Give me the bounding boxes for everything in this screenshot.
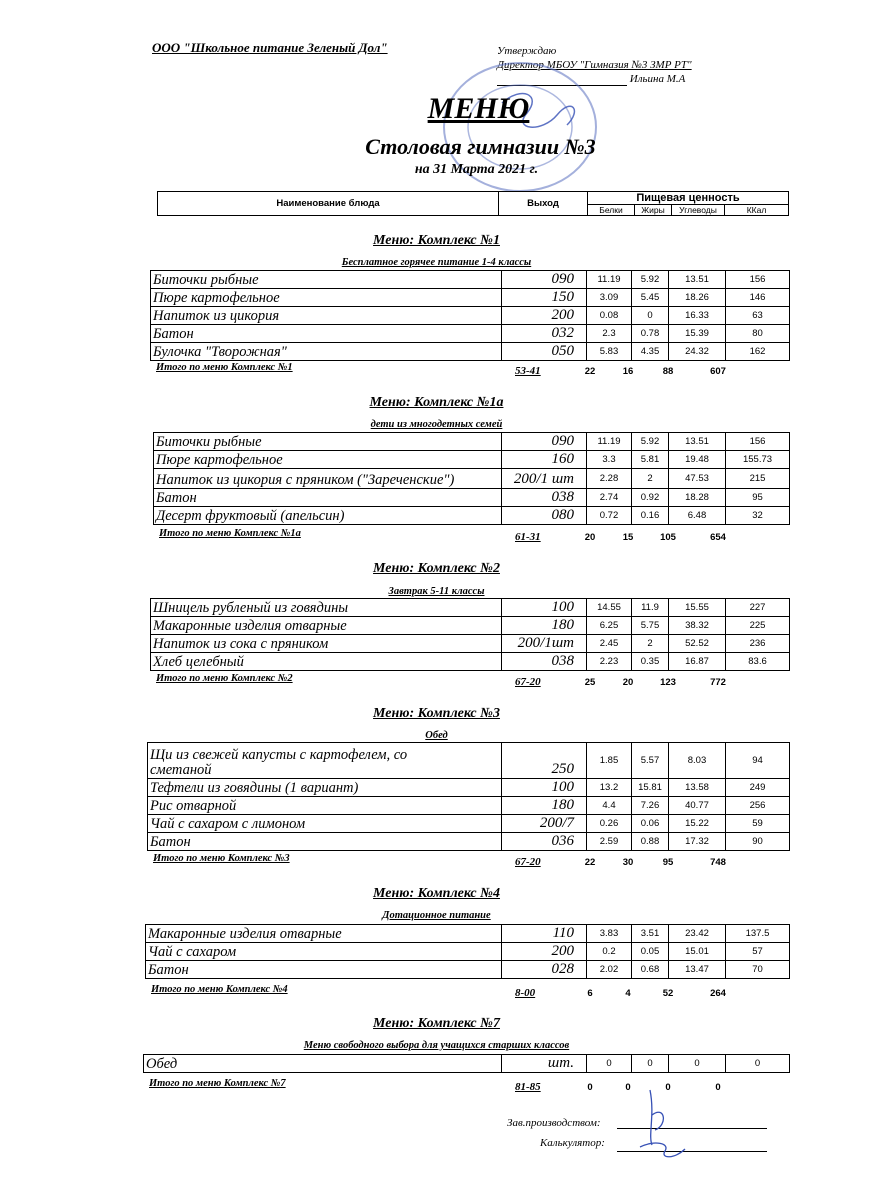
table-row [151,653,790,671]
table-row [148,797,790,815]
dish-name [148,797,502,815]
carbs-value: 40.77 [669,797,726,815]
table-row [154,469,790,489]
section-subtitle: Обед [425,730,448,741]
total-code: 61-31 [515,531,541,543]
dish-name-text: Батон [156,490,197,506]
section-subtitle: Бесплатное горячее питание 1-4 классы [341,257,532,268]
kcal-value: 225 [726,617,790,635]
total-kcal: 607 [710,366,726,377]
carbs-value: 13.51 [669,433,726,451]
fat-value: 2 [632,469,669,489]
dish-yield: 090 [502,271,587,289]
column-header-table [157,191,789,216]
dish-yield: 032 [502,325,587,343]
total-kcal: 654 [710,532,726,543]
menu-table [143,1054,790,1073]
dish-yield: 180 [502,797,587,815]
kcal-value: 94 [726,743,790,779]
dish-yield: 200/1шт [502,635,587,653]
menu-table [153,432,790,525]
protein-value: 0.2 [587,943,632,961]
total-label: Итого по меню Комплекс №3 [153,853,290,864]
total-fat: 4 [625,988,631,999]
dish-yield: 028 [502,961,587,979]
kcal-value: 227 [726,599,790,617]
kcal-value: 80 [726,325,790,343]
carbs-value: 15.22 [669,815,726,833]
dish-yield: 090 [502,433,587,451]
dish-name-text: Напиток из цикория с пряником ("Зареченские") [156,472,455,488]
page-title: МЕНЮ [427,92,530,125]
fat-value: 0.06 [632,815,669,833]
carbs-value: 16.33 [669,307,726,325]
total-carbs: 95 [662,857,674,868]
fat-value: 0.78 [632,325,669,343]
fat-value: 5.45 [632,289,669,307]
dish-name-text: Батон [148,962,189,978]
carbs-value: 38.32 [669,617,726,635]
section-title: Меню: Комплекс №7 [373,1016,500,1031]
table-row [151,599,790,617]
carbs-value: 18.28 [669,489,726,507]
protein-value: 14.55 [587,599,632,617]
dish-name [148,833,502,851]
header-kcal: ККал [725,205,789,216]
fat-value: 5.81 [632,451,669,469]
dish-yield: 110 [502,925,587,943]
carbs-value: 15.01 [669,943,726,961]
dish-name [146,961,502,979]
total-fat: 30 [622,857,634,868]
protein-value: 0.72 [587,507,632,525]
protein-value: 2.59 [587,833,632,851]
dish-yield: 100 [502,779,587,797]
dish-yield: 038 [502,489,587,507]
dish-name-text: Батон [153,326,194,342]
fat-value: 4.35 [632,343,669,361]
dish-yield: 160 [502,451,587,469]
table-row [148,833,790,851]
dish-name [151,599,502,617]
carbs-value: 17.32 [669,833,726,851]
dish-name-text: Батон [150,834,191,850]
dish-yield: 080 [502,507,587,525]
dish-name-text: Макаронные изделия отварные [153,618,347,634]
header-carbs: Углеводы [672,205,725,216]
section-title: Меню: Комплекс №4 [373,886,500,901]
table-row [154,451,790,469]
total-fat: 15 [622,532,634,543]
kcal-value: 236 [726,635,790,653]
table-row [154,433,790,451]
kcal-value: 57 [726,943,790,961]
table-row [151,635,790,653]
total-label: Итого по меню Комплекс №1а [159,528,301,539]
dish-name [148,779,502,797]
total-label: Итого по меню Комплекс №1 [156,362,293,373]
section-title: Меню: Комплекс №1 [373,233,500,248]
carbs-value: 24.32 [669,343,726,361]
header-protein: Белки [588,205,635,216]
kcal-value: 0 [726,1055,790,1073]
kcal-value: 32 [726,507,790,525]
kcal-value: 256 [726,797,790,815]
dish-name [154,489,502,507]
table-row [146,925,790,943]
fat-value: 5.57 [632,743,669,779]
protein-value: 1.85 [587,743,632,779]
dish-yield: 200 [502,943,587,961]
production-manager-label: Зав.производством: [507,1117,601,1129]
protein-value: 2.23 [587,653,632,671]
dish-name [151,307,502,325]
dish-yield: 180 [502,617,587,635]
carbs-value: 6.48 [669,507,726,525]
dish-name [146,925,502,943]
dish-name-text: Рис отварной [150,798,237,814]
total-kcal: 0 [715,1082,721,1093]
table-row [151,343,790,361]
fat-value: 0.05 [632,943,669,961]
total-code: 67-20 [515,856,541,868]
header-fat: Жиры [635,205,672,216]
fat-value: 3.51 [632,925,669,943]
handwritten-signatures [630,1085,690,1165]
carbs-value: 13.58 [669,779,726,797]
kcal-value: 95 [726,489,790,507]
kcal-value: 59 [726,815,790,833]
kcal-value: 83.6 [726,653,790,671]
dish-name [151,325,502,343]
dish-name-text: Напиток из цикория [153,308,280,324]
fat-value: 11.9 [632,599,669,617]
protein-value: 2.45 [587,635,632,653]
total-kcal: 748 [710,857,726,868]
total-carbs: 123 [660,677,676,688]
table-row [151,617,790,635]
section-subtitle: Меню свободного выбора для учащихся старших классов [303,1040,570,1051]
fat-value: 15.81 [632,779,669,797]
dish-name [144,1055,502,1073]
fat-value: 5.75 [632,617,669,635]
carbs-value: 0 [669,1055,726,1073]
kcal-value: 162 [726,343,790,361]
carbs-value: 16.87 [669,653,726,671]
dish-name [151,271,502,289]
total-kcal: 772 [710,677,726,688]
dish-name [151,289,502,307]
table-row [148,815,790,833]
protein-value: 11.19 [587,271,632,289]
dish-name [154,451,502,469]
protein-value: 5.83 [587,343,632,361]
total-code: 53-41 [515,365,541,377]
dish-name-text: Тефтели из говядины (1 вариант) [150,780,359,796]
dish-name-text: Десерт фруктовый (апельсин) [156,508,345,524]
table-row [146,943,790,961]
fat-value: 0.35 [632,653,669,671]
protein-value: 11.19 [587,433,632,451]
table-row [151,325,790,343]
protein-value: 2.02 [587,961,632,979]
kcal-value: 70 [726,961,790,979]
total-protein: 0 [587,1082,593,1093]
total-carbs: 88 [662,366,674,377]
carbs-value: 15.55 [669,599,726,617]
total-code: 8-00 [515,987,536,999]
fat-value: 0 [632,1055,669,1073]
dish-yield: 250 [502,743,587,779]
carbs-value: 52.52 [669,635,726,653]
dish-name [151,653,502,671]
kcal-value: 90 [726,833,790,851]
approval-line-1: Утверждаю [497,45,557,57]
kcal-value: 156 [726,271,790,289]
fat-value: 5.92 [632,433,669,451]
header-yield: Выход [499,192,588,216]
carbs-value: 13.47 [669,961,726,979]
total-carbs: 0 [665,1082,671,1093]
page-subtitle: Столовая гимназии №3 [365,134,596,159]
dish-name [146,943,502,961]
protein-value: 0.26 [587,815,632,833]
fat-value: 0.92 [632,489,669,507]
dish-name-text: Хлеб целебный [153,654,244,670]
kcal-value: 215 [726,469,790,489]
dish-name [148,743,502,779]
dish-yield: 050 [502,343,587,361]
total-protein: 22 [584,366,596,377]
menu-table [150,270,790,361]
section-title: Меню: Комплекс №1а [369,395,504,410]
header-nutrition: Пищевая ценность [588,192,789,205]
dish-name-text: Обед [146,1056,178,1072]
dish-yield: 038 [502,653,587,671]
header-dish-name: Наименование блюда [158,192,499,216]
official-stamp [432,55,602,205]
carbs-value: 47.53 [669,469,726,489]
total-protein: 22 [584,857,596,868]
total-fat: 20 [622,677,634,688]
kcal-value: 155.73 [726,451,790,469]
total-label: Итого по меню Комплекс №7 [149,1078,286,1089]
dish-name-text: Напиток из сока с пряником [153,636,329,652]
total-code: 81-85 [515,1081,541,1093]
carbs-value: 13.51 [669,271,726,289]
table-row [151,307,790,325]
protein-value: 4.4 [587,797,632,815]
total-kcal: 264 [710,988,726,999]
kcal-value: 249 [726,779,790,797]
protein-value: 3.3 [587,451,632,469]
dish-name-text: Щи из свежей капусты с картофелем, со [150,747,408,763]
kcal-value: 146 [726,289,790,307]
total-fat: 16 [622,366,634,377]
protein-value: 0.08 [587,307,632,325]
carbs-value: 19.48 [669,451,726,469]
fat-value: 7.26 [632,797,669,815]
kcal-value: 156 [726,433,790,451]
dish-name [154,469,502,489]
menu-table [147,742,790,851]
dish-yield: 036 [502,833,587,851]
carbs-value: 15.39 [669,325,726,343]
total-label: Итого по меню Комплекс №4 [151,984,288,995]
dish-name-text-cont: сметаной [150,762,212,778]
carbs-value: 18.26 [669,289,726,307]
menu-date: на 31 Марта 2021 г. [414,162,539,177]
protein-value: 0 [587,1055,632,1073]
dish-yield: 200/7 [502,815,587,833]
section-subtitle: Дотационное питание [382,910,491,921]
calculator-label: Калькулятор: [540,1137,605,1149]
approval-line-2: Директор МБОУ "Гимназия №3 ЗМР РТ" [497,59,692,71]
protein-value: 3.09 [587,289,632,307]
dish-name-text: Булочка "Творожная" [153,344,287,360]
dish-yield: 150 [502,289,587,307]
dish-name [151,343,502,361]
section-title: Меню: Комплекс №2 [373,561,500,576]
dish-name [154,507,502,525]
dish-name-text: Шницель рубленый из говядины [153,600,349,616]
protein-value: 2.74 [587,489,632,507]
fat-value: 0.68 [632,961,669,979]
dish-name-text: Биточки рыбные [153,272,259,288]
total-label: Итого по меню Комплекс №2 [156,673,293,684]
total-fat: 0 [625,1082,631,1093]
fat-value: 0.88 [632,833,669,851]
total-protein: 20 [584,532,596,543]
dish-name-text: Чай с сахаром с лимоном [150,816,306,832]
organization-name: ООО "Школьное питание Зеленый Дол" [152,40,388,55]
dish-name-text: Биточки рыбные [156,434,262,450]
fat-value: 5.92 [632,271,669,289]
protein-value: 6.25 [587,617,632,635]
carbs-value: 23.42 [669,925,726,943]
total-carbs: 105 [660,532,676,543]
section-subtitle: Завтрак 5-11 классы [388,586,485,597]
table-row [154,507,790,525]
menu-table [150,598,790,671]
dish-yield: 200 [502,307,587,325]
dish-yield: 200/1 шт [502,469,587,489]
total-code: 67-20 [515,676,541,688]
table-row [151,289,790,307]
dish-name-text: Чай с сахаром [148,944,237,960]
protein-value: 2.28 [587,469,632,489]
dish-name [151,617,502,635]
fat-value: 0.16 [632,507,669,525]
section-subtitle: дети из многодетных семей [370,419,503,430]
total-protein: 25 [584,677,596,688]
fat-value: 2 [632,635,669,653]
dish-name-text: Макаронные изделия отварные [148,926,342,942]
total-protein: 6 [587,988,593,999]
dish-name [151,635,502,653]
table-row [148,779,790,797]
dish-yield: шт. [502,1055,587,1073]
protein-value: 2.3 [587,325,632,343]
total-carbs: 52 [662,988,674,999]
table-row [146,961,790,979]
dish-name [154,433,502,451]
table-row [148,743,790,779]
dish-yield: 100 [502,599,587,617]
section-title: Меню: Комплекс №3 [373,706,500,721]
dish-name-text: Пюре картофельное [156,452,283,468]
protein-value: 3.83 [587,925,632,943]
kcal-value: 137.5 [726,925,790,943]
dish-name-text: Пюре картофельное [153,290,280,306]
table-row [154,489,790,507]
approver-name: Ильина М.А [629,73,686,85]
protein-value: 13.2 [587,779,632,797]
dish-name [148,815,502,833]
menu-table [145,924,790,979]
kcal-value: 63 [726,307,790,325]
table-row [144,1055,790,1073]
fat-value: 0 [632,307,669,325]
table-row [151,271,790,289]
carbs-value: 8.03 [669,743,726,779]
